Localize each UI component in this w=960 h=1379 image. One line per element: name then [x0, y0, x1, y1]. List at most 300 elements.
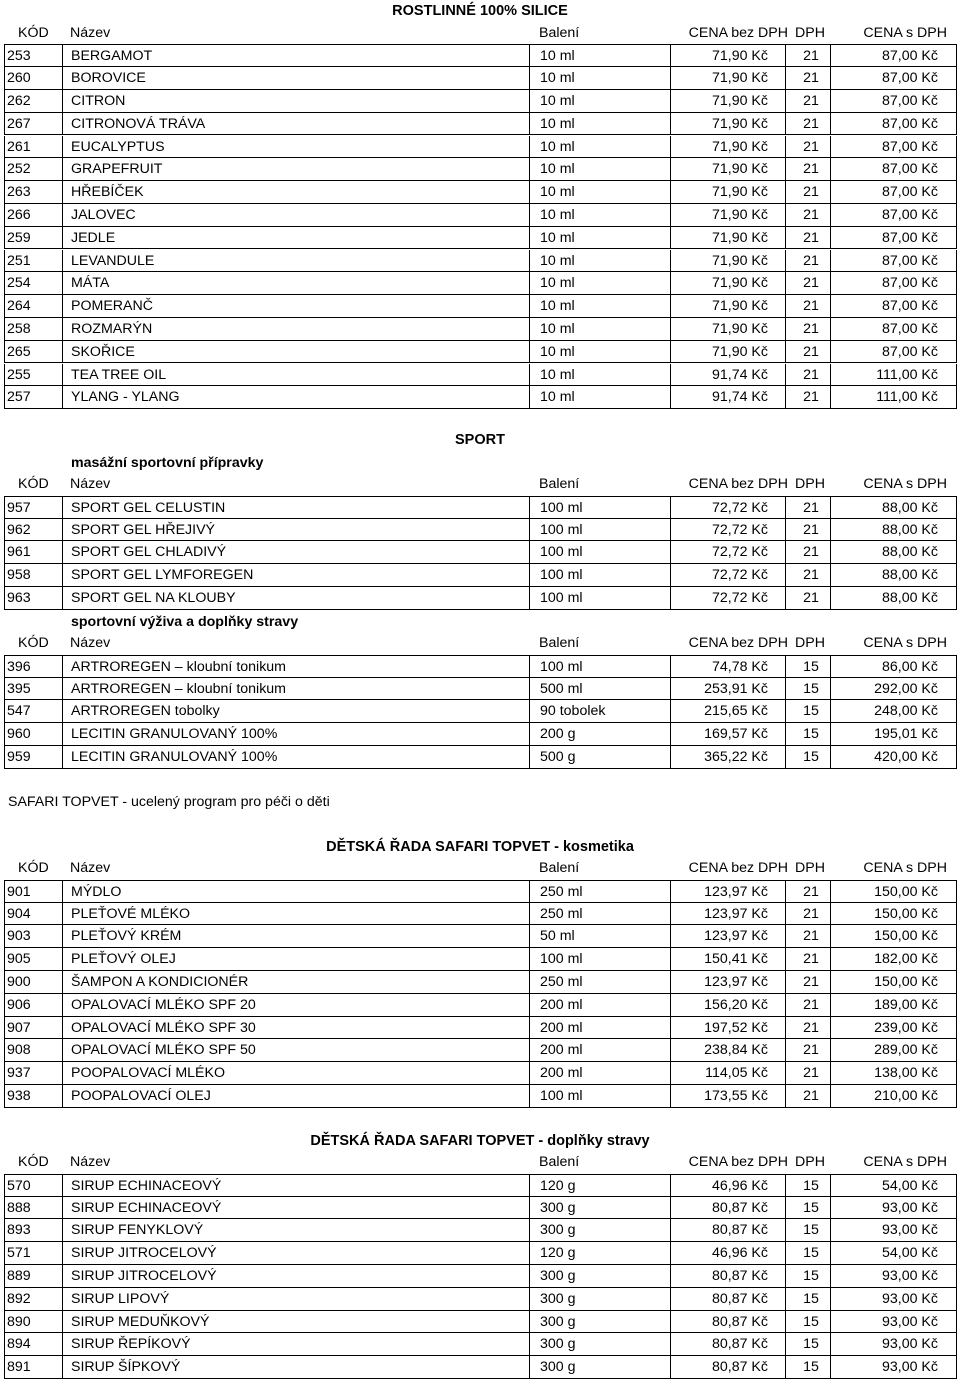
cell-cena-bez: 91,74 Kč [711, 366, 768, 383]
cell-dph: 21 [803, 115, 819, 132]
table-row [4, 1288, 957, 1311]
table-subtitle: sportovní výživa a doplňky stravy [71, 613, 299, 630]
cell-nazev: SPORT GEL HŘEJIVÝ [71, 521, 216, 538]
cell-cena-s: 87,00 Kč [881, 320, 938, 337]
cell-baleni: 120 g [540, 1177, 576, 1194]
table-subtitle: masážní sportovní přípravky [71, 454, 264, 471]
table-row [4, 1197, 957, 1220]
cell-baleni: 50 ml [540, 928, 575, 945]
column-divider [785, 678, 786, 700]
cell-dph: 15 [803, 680, 819, 697]
cell-cena-bez: 71,90 Kč [711, 320, 768, 337]
column-divider [785, 656, 786, 677]
cell-dph: 21 [803, 590, 819, 606]
cell-cena-s: 93,00 Kč [881, 1290, 938, 1307]
cell-dph: 21 [803, 389, 819, 406]
column-divider [785, 45, 786, 66]
cell-cena-s: 420,00 Kč [874, 749, 938, 765]
cell-nazev: CITRON [71, 92, 126, 109]
cell-nazev: BERGAMOT [71, 48, 153, 65]
cell-nazev: SPORT GEL CELUSTIN [71, 499, 226, 516]
table-row [4, 341, 957, 364]
table-row [4, 113, 957, 136]
cell-cena-s: 87,00 Kč [881, 138, 938, 155]
cell-dph: 15 [803, 1290, 819, 1307]
cell-cena-bez: 71,90 Kč [711, 275, 768, 292]
cell-cena-bez: 197,52 Kč [704, 1019, 768, 1036]
cell-cena-s: 289,00 Kč [874, 1042, 938, 1059]
cell-dph: 15 [803, 1177, 819, 1194]
header-dph: DPH [795, 860, 825, 876]
cell-baleni: 200 ml [540, 996, 583, 1013]
table-row [4, 1174, 957, 1197]
cell-cena-s: 87,00 Kč [881, 343, 938, 360]
cell-dph: 15 [803, 1359, 819, 1376]
cell-cena-s: 87,00 Kč [881, 252, 938, 269]
cell-cena-bez: 123,97 Kč [704, 905, 768, 922]
cell-cena-bez: 46,96 Kč [711, 1245, 768, 1262]
cell-kod: 904 [7, 905, 31, 922]
cell-kod: 396 [7, 658, 31, 675]
cell-dph: 15 [803, 1222, 819, 1239]
cell-cena-bez: 114,05 Kč [705, 1065, 768, 1082]
header-baleni: Balení [539, 860, 580, 876]
cell-kod: 266 [7, 206, 31, 223]
cell-cena-bez: 215,65 Kč [704, 703, 768, 720]
cell-cena-s: 87,00 Kč [881, 92, 938, 109]
cell-kod: 907 [7, 1019, 31, 1036]
cell-nazev: POOPALOVACÍ MLÉKO [71, 1065, 226, 1082]
table-row [4, 994, 957, 1017]
column-divider [785, 541, 786, 563]
cell-cena-bez: 123,97 Kč [704, 928, 768, 945]
header-cena-bez: CENA bez DPH [688, 635, 788, 651]
table-row [4, 655, 957, 678]
cell-nazev: LECITIN GRANULOVANÝ 100% [71, 749, 278, 765]
cell-kod: 261 [7, 138, 31, 155]
table-row [4, 880, 957, 903]
header-cena-s: CENA s DPH [863, 635, 947, 651]
cell-kod: 893 [7, 1222, 31, 1239]
cell-kod: 252 [7, 161, 31, 178]
cell-baleni: 200 ml [540, 1019, 583, 1036]
cell-dph: 15 [803, 1268, 819, 1284]
table-row [4, 1085, 957, 1108]
cell-cena-s: 87,00 Kč [881, 115, 938, 132]
cell-nazev: PLEŤOVÝ OLEJ [71, 951, 176, 968]
table-row [4, 386, 957, 409]
cell-cena-s: 54,00 Kč [881, 1177, 938, 1194]
cell-cena-bez: 156,20 Kč [704, 996, 768, 1013]
cell-cena-bez: 169,57 Kč [704, 726, 768, 743]
cell-cena-bez: 123,97 Kč [704, 883, 768, 900]
cell-nazev: SIRUP JITROCELOVÝ [71, 1245, 217, 1262]
column-divider [785, 386, 786, 408]
cell-cena-bez: 46,96 Kč [711, 1177, 768, 1194]
cell-cena-bez: 71,90 Kč [711, 115, 768, 132]
cell-cena-bez: 71,90 Kč [711, 206, 768, 223]
cell-cena-bez: 173,55 Kč [704, 1088, 768, 1104]
cell-nazev: GRAPEFRUIT [71, 161, 163, 178]
column-divider [785, 364, 786, 386]
header-nazev: Název [70, 860, 111, 876]
header-cena-bez: CENA bez DPH [688, 24, 788, 41]
cell-dph: 21 [803, 1019, 819, 1036]
cell-baleni: 100 ml [540, 567, 583, 584]
table-row [4, 1265, 957, 1288]
cell-nazev: LECITIN GRANULOVANÝ 100% [71, 726, 278, 743]
cell-dph: 15 [803, 1199, 819, 1216]
cell-baleni: 100 ml [540, 499, 583, 516]
cell-nazev: SIRUP ŠÍPKOVÝ [71, 1359, 181, 1376]
header-nazev: Název [70, 635, 111, 651]
table-row [4, 1242, 957, 1265]
column-divider [785, 925, 786, 947]
table-header [4, 857, 957, 880]
cell-cena-s: 87,00 Kč [881, 161, 938, 178]
column-divider [785, 1288, 786, 1310]
cell-nazev: SPORT GEL CHLADIVÝ [71, 544, 227, 561]
cell-cena-s: 93,00 Kč [881, 1199, 938, 1216]
column-divider [785, 227, 786, 249]
cell-baleni: 100 ml [540, 544, 583, 561]
cell-nazev: JEDLE [71, 229, 116, 246]
header-kod: KÓD [18, 476, 49, 492]
table-row [4, 318, 957, 341]
cell-baleni: 100 ml [540, 658, 583, 675]
table-row [4, 1017, 957, 1040]
cell-cena-bez: 80,87 Kč [711, 1199, 768, 1216]
cell-kod: 938 [7, 1088, 31, 1104]
cell-cena-bez: 80,87 Kč [711, 1336, 768, 1353]
cell-baleni: 200 ml [540, 1042, 583, 1059]
cell-kod: 570 [7, 1177, 31, 1194]
column-divider [785, 497, 786, 518]
header-dph: DPH [795, 24, 825, 41]
cell-dph: 21 [803, 928, 819, 945]
section-title: SPORT [455, 432, 505, 448]
table-row [4, 541, 957, 564]
cell-cena-s: 138,00 Kč [874, 1065, 938, 1082]
cell-dph: 21 [803, 48, 819, 65]
cell-dph: 21 [803, 366, 819, 383]
cell-cena-bez: 71,90 Kč [711, 184, 768, 201]
cell-nazev: POMERANČ [71, 298, 153, 315]
table-row [4, 44, 957, 67]
cell-kod: 963 [7, 590, 31, 606]
cell-baleni: 10 ml [540, 206, 575, 223]
table-row [4, 903, 957, 926]
cell-baleni: 250 ml [540, 883, 583, 900]
header-cena-bez: CENA bez DPH [688, 860, 788, 876]
column-divider [785, 1039, 786, 1061]
cell-kod: 908 [7, 1042, 31, 1059]
column-divider [785, 341, 786, 363]
column-divider [785, 204, 786, 226]
cell-dph: 21 [803, 1088, 819, 1104]
table-row [4, 295, 957, 318]
cell-cena-s: 93,00 Kč [881, 1222, 938, 1239]
cell-cena-s: 93,00 Kč [881, 1268, 938, 1284]
table-row [4, 723, 957, 746]
cell-cena-s: 248,00 Kč [874, 703, 938, 720]
column-divider [785, 700, 786, 722]
section-title: DĚTSKÁ ŘADA SAFARI TOPVET - doplňky stravy [310, 1132, 650, 1149]
table-row [4, 90, 957, 113]
table-row [4, 364, 957, 387]
cell-baleni: 10 ml [540, 161, 575, 178]
column-divider [785, 1242, 786, 1264]
column-divider [785, 948, 786, 970]
cell-cena-bez: 123,97 Kč [704, 974, 768, 990]
column-divider [785, 1265, 786, 1287]
cell-dph: 21 [803, 252, 819, 269]
cell-cena-bez: 80,87 Kč [711, 1290, 768, 1307]
cell-cena-s: 87,00 Kč [881, 206, 938, 223]
cell-kod: 264 [7, 298, 31, 315]
cell-cena-s: 93,00 Kč [881, 1313, 938, 1330]
table-row [4, 1356, 957, 1379]
column-divider [785, 1197, 786, 1219]
cell-cena-bez: 71,90 Kč [711, 252, 768, 269]
cell-nazev: SPORT GEL NA KLOUBY [71, 590, 236, 606]
cell-dph: 21 [803, 883, 819, 900]
cell-nazev: PLEŤOVÉ MLÉKO [71, 905, 191, 922]
cell-dph: 21 [803, 996, 819, 1013]
cell-dph: 21 [803, 1065, 819, 1082]
cell-cena-bez: 71,90 Kč [711, 92, 768, 109]
cell-kod: 257 [7, 389, 31, 406]
cell-nazev: ARTROREGEN – kloubní tonikum [71, 658, 286, 675]
cell-dph: 15 [803, 1245, 819, 1262]
column-divider [785, 136, 786, 158]
cell-kod: 258 [7, 320, 31, 337]
column-divider [785, 250, 786, 272]
cell-nazev: JALOVEC [71, 206, 136, 223]
header-dph: DPH [795, 476, 825, 492]
cell-cena-s: 88,00 Kč [881, 521, 938, 538]
cell-baleni: 300 g [540, 1222, 576, 1239]
header-kod: KÓD [18, 24, 49, 41]
cell-cena-bez: 91,74 Kč [711, 389, 768, 406]
cell-baleni: 10 ml [540, 275, 575, 292]
cell-dph: 21 [803, 298, 819, 315]
cell-cena-s: 210,00 Kč [874, 1088, 938, 1104]
header-baleni: Balení [539, 476, 580, 492]
cell-baleni: 100 ml [540, 1088, 583, 1104]
cell-nazev: SIRUP ŘEPÍKOVÝ [71, 1336, 191, 1353]
column-divider [785, 181, 786, 203]
cell-kod: 958 [7, 567, 31, 584]
cell-baleni: 300 g [540, 1359, 576, 1376]
table-row [4, 1219, 957, 1242]
cell-kod: 259 [7, 229, 31, 246]
column-divider [785, 723, 786, 745]
column-divider [785, 746, 786, 768]
cell-nazev: POOPALOVACÍ OLEJ [71, 1088, 211, 1104]
cell-baleni: 500 ml [540, 680, 583, 697]
header-baleni: Balení [539, 635, 580, 651]
cell-baleni: 10 ml [540, 320, 575, 337]
cell-kod: 267 [7, 115, 31, 132]
column-divider [785, 1175, 786, 1196]
cell-cena-bez: 72,72 Kč [711, 590, 768, 606]
cell-baleni: 100 ml [540, 951, 583, 968]
cell-nazev: SKOŘICE [71, 343, 135, 360]
header-baleni: Balení [539, 24, 580, 41]
header-kod: KÓD [18, 860, 49, 876]
header-nazev: Název [70, 1154, 111, 1170]
table-row [4, 925, 957, 948]
cell-cena-bez: 365,22 Kč [704, 749, 768, 765]
cell-dph: 21 [803, 206, 819, 223]
column-divider [785, 1333, 786, 1355]
cell-nazev: ŠAMPON A KONDICIONÉR [71, 974, 249, 990]
cell-dph: 15 [803, 726, 819, 743]
cell-nazev: ARTROREGEN tobolky [71, 703, 220, 720]
cell-dph: 15 [803, 1313, 819, 1330]
cell-baleni: 10 ml [540, 389, 575, 406]
cell-cena-s: 239,00 Kč [874, 1019, 938, 1036]
cell-kod: 890 [7, 1313, 31, 1330]
column-divider [785, 295, 786, 317]
cell-kod: 547 [7, 703, 31, 720]
column-divider [785, 272, 786, 294]
cell-kod: 891 [7, 1359, 31, 1376]
cell-nazev: LEVANDULE [71, 252, 155, 269]
cell-cena-bez: 253,91 Kč [704, 680, 768, 697]
cell-baleni: 200 ml [540, 1065, 583, 1082]
header-cena-s: CENA s DPH [863, 860, 947, 876]
cell-nazev: MÁTA [71, 275, 110, 292]
column-divider [785, 994, 786, 1016]
cell-kod: 937 [7, 1065, 31, 1082]
cell-dph: 21 [803, 905, 819, 922]
cell-cena-s: 182,00 Kč [874, 951, 938, 968]
cell-cena-s: 88,00 Kč [881, 567, 938, 584]
table-row [4, 678, 957, 701]
cell-cena-bez: 72,72 Kč [711, 544, 768, 561]
column-divider [785, 1219, 786, 1241]
header-kod: KÓD [18, 1154, 49, 1170]
table-header [4, 473, 957, 496]
column-divider [785, 881, 786, 902]
cell-cena-s: 150,00 Kč [874, 974, 938, 990]
cell-cena-s: 111,00 Kč [876, 389, 938, 406]
cell-nazev: OPALOVACÍ MLÉKO SPF 50 [71, 1042, 256, 1059]
cell-baleni: 10 ml [540, 70, 575, 87]
cell-dph: 21 [803, 1042, 819, 1059]
cell-kod: 262 [7, 92, 31, 109]
cell-kod: 901 [7, 883, 31, 900]
table-row [4, 564, 957, 587]
cell-nazev: CITRONOVÁ TRÁVA [71, 115, 206, 132]
header-nazev: Název [70, 476, 111, 492]
cell-kod: 957 [7, 499, 31, 516]
cell-baleni: 250 ml [540, 905, 583, 922]
cell-baleni: 300 g [540, 1336, 576, 1353]
cell-nazev: YLANG - YLANG [71, 389, 180, 406]
cell-nazev: MÝDLO [71, 883, 122, 900]
cell-dph: 15 [803, 749, 819, 765]
cell-baleni: 200 g [540, 726, 576, 743]
cell-kod: 888 [7, 1199, 31, 1216]
column-divider [785, 519, 786, 541]
header-baleni: Balení [539, 1154, 580, 1170]
cell-dph: 21 [803, 951, 819, 968]
cell-cena-s: 88,00 Kč [881, 499, 938, 516]
cell-baleni: 10 ml [540, 229, 575, 246]
cell-kod: 265 [7, 343, 31, 360]
cell-cena-bez: 80,87 Kč [711, 1359, 768, 1376]
cell-nazev: OPALOVACÍ MLÉKO SPF 30 [71, 1019, 256, 1036]
cell-cena-s: 93,00 Kč [881, 1359, 938, 1376]
table-row [4, 250, 957, 273]
header-cena-s: CENA s DPH [863, 476, 947, 492]
table-row [4, 1333, 957, 1356]
cell-kod: 254 [7, 275, 31, 292]
cell-cena-bez: 150,41 Kč [704, 951, 768, 968]
cell-cena-bez: 72,72 Kč [711, 499, 768, 516]
table-row [4, 227, 957, 250]
cell-nazev: SIRUP LIPOVÝ [71, 1290, 170, 1307]
cell-nazev: SIRUP MEDUŇKOVÝ [71, 1313, 210, 1330]
cell-nazev: SIRUP ECHINACEOVÝ [71, 1177, 222, 1194]
cell-kod: 894 [7, 1336, 31, 1353]
column-divider [785, 1311, 786, 1333]
header-cena-bez: CENA bez DPH [688, 1154, 788, 1170]
cell-cena-s: 87,00 Kč [881, 298, 938, 315]
cell-kod: 900 [7, 974, 31, 990]
cell-cena-bez: 71,90 Kč [711, 138, 768, 155]
cell-nazev: TEA TREE OIL [71, 366, 167, 383]
table-row [4, 181, 957, 204]
table-row [4, 204, 957, 227]
column-divider [785, 587, 786, 609]
cell-baleni: 300 g [540, 1199, 576, 1216]
cell-baleni: 250 ml [540, 974, 583, 990]
cell-nazev: SIRUP FENYKLOVÝ [71, 1222, 204, 1239]
cell-cena-s: 93,00 Kč [881, 1336, 938, 1353]
cell-cena-s: 87,00 Kč [881, 229, 938, 246]
cell-nazev: SIRUP JITROCELOVÝ [71, 1268, 217, 1284]
header-dph: DPH [795, 1154, 825, 1170]
cell-dph: 21 [803, 499, 819, 516]
cell-cena-s: 195,01 Kč [874, 726, 938, 743]
cell-cena-s: 150,00 Kč [874, 905, 938, 922]
table-row [4, 496, 957, 519]
cell-nazev: SIRUP ECHINACEOVÝ [71, 1199, 222, 1216]
cell-cena-s: 54,00 Kč [881, 1245, 938, 1262]
table-row [4, 67, 957, 90]
cell-cena-s: 87,00 Kč [881, 275, 938, 292]
cell-cena-bez: 71,90 Kč [711, 161, 768, 178]
cell-nazev: PLEŤOVÝ KRÉM [71, 928, 182, 945]
cell-baleni: 10 ml [540, 343, 575, 360]
cell-kod: 253 [7, 48, 31, 65]
cell-dph: 15 [803, 1336, 819, 1353]
cell-dph: 21 [803, 521, 819, 538]
cell-nazev: ARTROREGEN – kloubní tonikum [71, 680, 286, 697]
cell-cena-s: 87,00 Kč [881, 70, 938, 87]
cell-kod: 571 [7, 1245, 31, 1262]
column-divider [785, 113, 786, 135]
cell-dph: 21 [803, 138, 819, 155]
column-divider [785, 90, 786, 112]
table-header [4, 22, 957, 45]
table-row [4, 136, 957, 159]
table-header [4, 1151, 957, 1174]
